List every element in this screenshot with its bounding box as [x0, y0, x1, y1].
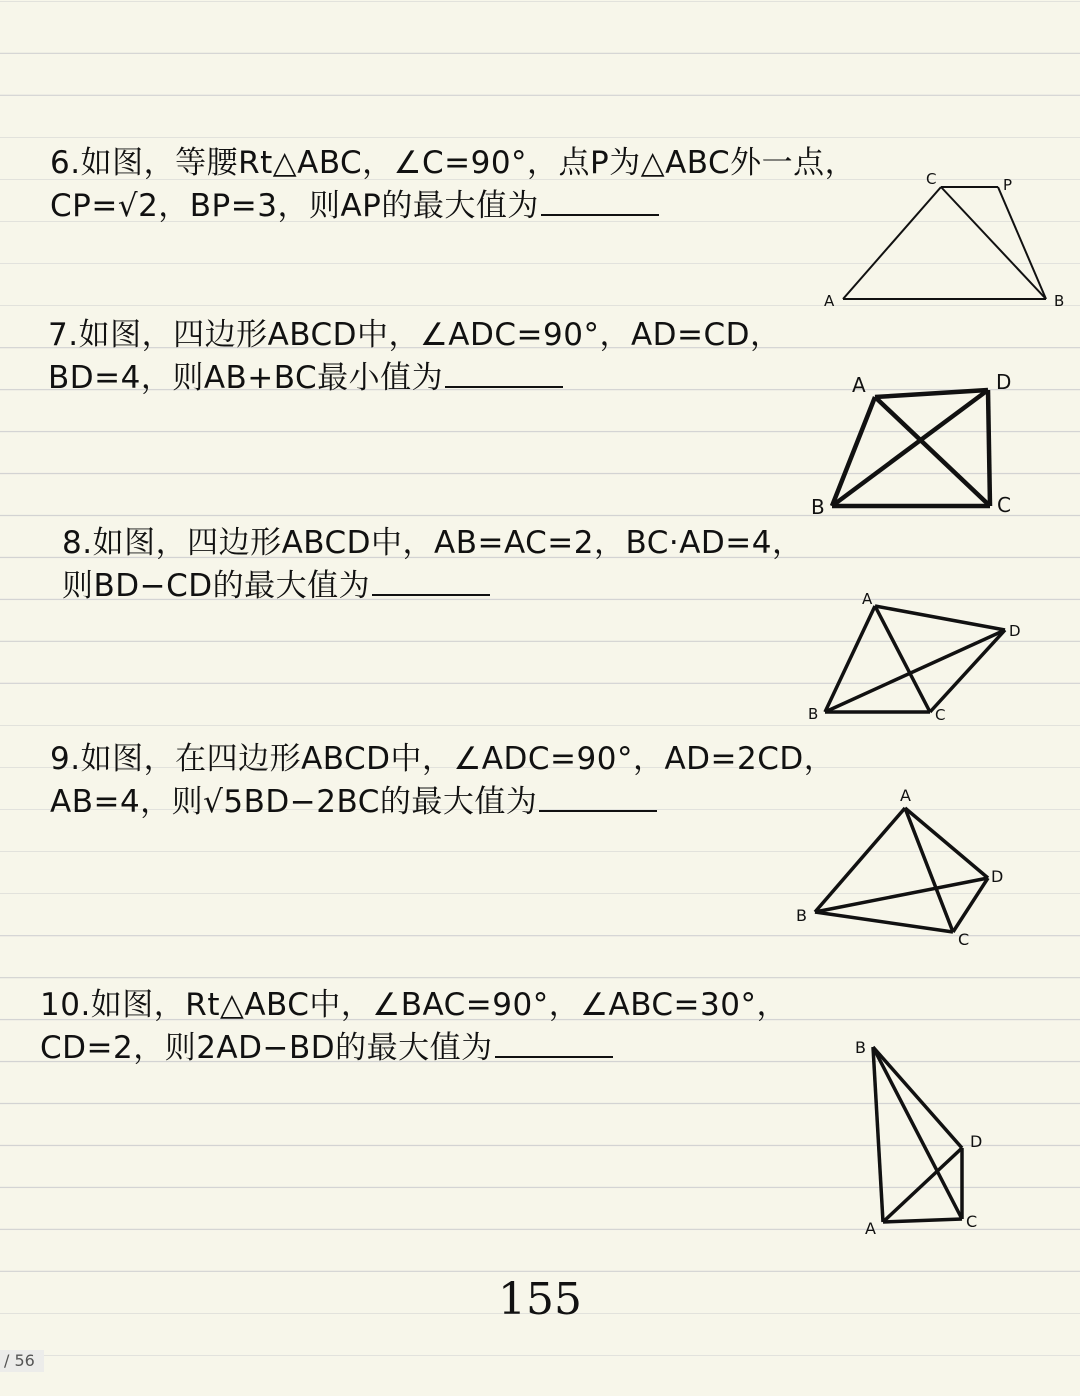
figure-7: [800, 365, 1030, 520]
answer-blank-10: [495, 1026, 613, 1058]
fig10-label-b: B: [855, 1038, 866, 1057]
figure-10: [850, 1030, 1000, 1240]
fig7-segment-ad: [875, 390, 988, 397]
fig8-label-d: D: [1009, 622, 1021, 640]
fig8-label-a: A: [862, 590, 873, 608]
problem-9-line-2-text: AB=4，则√5BD−2BC的最大值为: [50, 784, 538, 820]
fig8-segment-ab: [825, 606, 875, 712]
problem-7-line-1: 7.如图，四边形ABCD中，∠ADC=90°，AD=CD，: [48, 317, 782, 353]
problem-9: [50, 738, 835, 823]
answer-blank-9: [539, 780, 657, 812]
fig8-label-b: B: [808, 705, 819, 723]
answer-blank-8: [372, 564, 490, 596]
fig8-segment-bd: [825, 630, 1005, 712]
figure-9: [790, 780, 1020, 950]
fig7-label-a: A: [852, 373, 866, 397]
fig10-segment-ab: [873, 1047, 883, 1222]
problem-10-line-1: 10.如图，Rt△ABC中，∠BAC=90°，∠ABC=30°，: [40, 987, 788, 1023]
fig9-label-a: A: [900, 786, 911, 805]
fig8-label-c: C: [935, 706, 946, 724]
fig6-label-c: C: [926, 170, 937, 188]
fig10-segment-ac: [883, 1219, 962, 1222]
fig7-label-d: D: [996, 370, 1012, 394]
problem-8-line-1: 8.如图，四边形ABCD中，AB=AC=2，BC·AD=4，: [62, 525, 804, 561]
fig6-segment-cb: [941, 187, 1046, 299]
problem-10-line-2: [40, 1026, 788, 1069]
problem-9-line-2: [50, 780, 835, 823]
figure-6: [820, 170, 1080, 310]
problem-7: [48, 314, 782, 399]
fig6-segment-pb: [998, 187, 1046, 299]
page-number: 155: [498, 1274, 582, 1325]
page-indicator: / 56: [0, 1350, 44, 1372]
fig6-label-p: P: [1003, 176, 1013, 194]
problem-9-line-1: 9.如图，在四边形ABCD中，∠ADC=90°，AD=2CD，: [50, 741, 836, 777]
fig6-label-b: B: [1054, 292, 1065, 310]
problem-6-line-2-text: CP=√2，BP=3，则AP的最大值为: [50, 188, 539, 224]
fig7-segment-dc: [988, 390, 990, 506]
problem-8-line-2: [62, 564, 803, 607]
fig8-segment-ac: [875, 606, 930, 712]
figure-8: [800, 585, 1030, 730]
problem-7-line-2: [48, 356, 782, 399]
fig7-segment-ac: [875, 397, 990, 506]
fig7-label-c: C: [997, 493, 1011, 517]
problem-6: [50, 142, 856, 227]
answer-blank-7: [445, 356, 563, 388]
fig6-label-a: A: [824, 292, 835, 310]
fig8-segment-cd: [930, 630, 1005, 712]
fig10-segment-ad: [883, 1148, 962, 1222]
fig9-label-c: C: [958, 930, 970, 949]
fig9-segment-dc: [953, 878, 988, 932]
problem-10-line-2-text: CD=2，则2AD−BD的最大值为: [40, 1030, 493, 1066]
problem-8: [62, 522, 803, 607]
answer-blank-6: [541, 184, 659, 216]
fig9-segment-bc: [815, 912, 953, 932]
problem-6-line-1: 6.如图，等腰Rt△ABC，∠C=90°，点P为△ABC外一点，: [50, 145, 857, 181]
fig10-label-d: D: [970, 1132, 983, 1151]
problem-8-line-2-text: 则BD−CD的最大值为: [62, 568, 371, 604]
fig10-label-c: C: [966, 1212, 978, 1231]
fig7-label-b: B: [811, 495, 825, 519]
fig9-label-b: B: [796, 906, 807, 925]
fig10-label-a: A: [865, 1219, 876, 1238]
fig6-segment-ac: [843, 187, 941, 299]
problem-6-line-2: [50, 184, 856, 227]
problem-10: [40, 984, 788, 1069]
problem-7-line-2-text: BD=4，则AB+BC最小值为: [48, 360, 444, 396]
fig8-segment-ad: [875, 606, 1005, 630]
fig9-label-d: D: [991, 867, 1004, 886]
